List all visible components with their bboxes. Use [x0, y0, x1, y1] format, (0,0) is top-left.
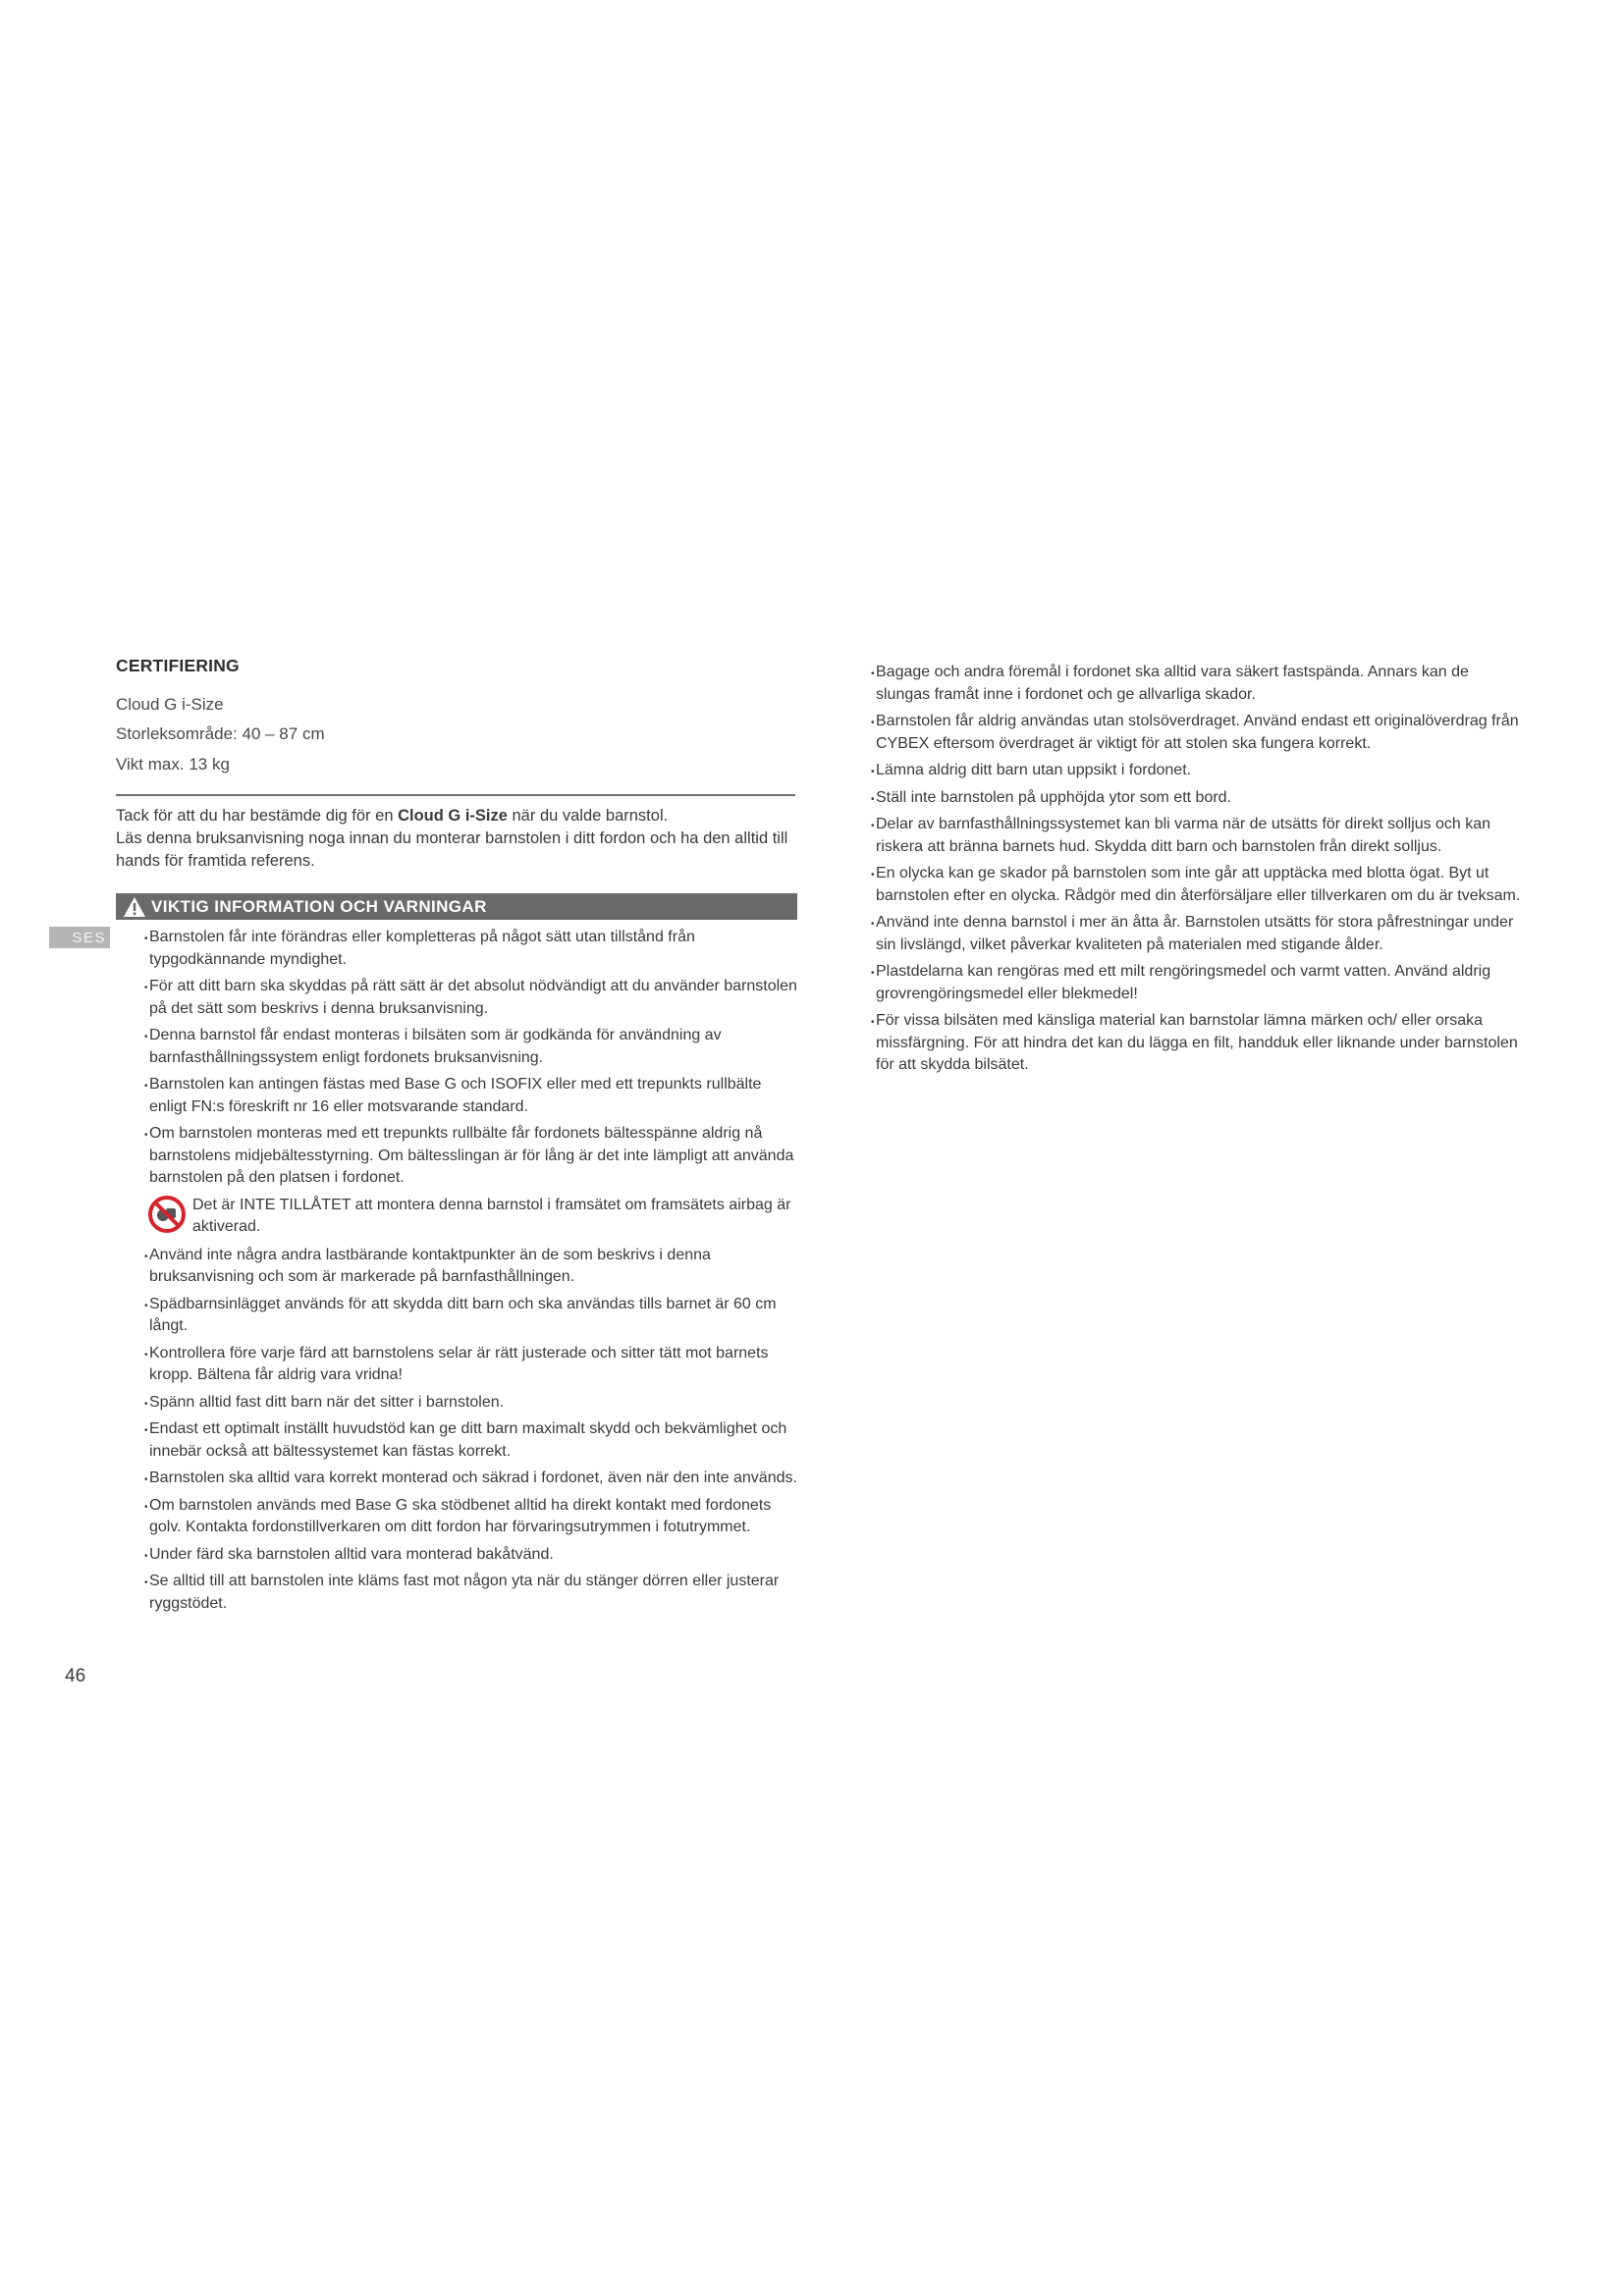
bullet-icon: •	[144, 1349, 148, 1361]
bullet-icon: •	[871, 968, 875, 979]
list-item	[144, 1571, 797, 1615]
list-item-text: Barnstolen får aldrig användas utan stolsöverdraget. Använd endast ett originalöverdrag från CYBEX eftersom överdraget är viktigt för att stolen ska fungera korrekt.	[876, 713, 1519, 752]
bullet-icon: •	[144, 983, 148, 993]
list-item-text: Barnstolen ska alltid vara korrekt monterad och säkrad i fordonet, även när den inte används.	[149, 1469, 797, 1486]
bullet-icon: •	[871, 718, 875, 728]
list-item	[144, 1025, 797, 1069]
list-item-text: För vissa bilsäten med känsliga material kan barnstolar lämna märken och/ eller orsaka missfärgning. För att hindra det kan du lägga en filt, handduk eller liknande under barnstolen för att skydda bilsätet.	[876, 1012, 1518, 1073]
list-item-text: Om barnstolen monteras med ett trepunkts rullbälte får fordonets bältesspänne aldrig nå barnstolens midjebältesstyrning. Om bältesslingan är för lång är det inte lämpligt att använda barnstolen på den platsen i fordonet.	[149, 1125, 794, 1186]
list-item-text: Ställ inte barnstolen på upphöjda ytor som ett bord.	[876, 788, 1231, 806]
bullet-icon: •	[144, 1081, 148, 1092]
left-warning-list	[144, 927, 797, 1620]
list-item-text: Se alltid till att barnstolen inte kläms fast mot någon yta när du stänger dörren eller justerar ryggstödet.	[149, 1573, 780, 1612]
list-item	[144, 1495, 797, 1539]
list-item-text: Denna barnstol får endast monteras i bilsäten som är godkända för användning av barnfasthållningssystem enligt fordonets bruksanvisning.	[149, 1027, 722, 1066]
bullet-icon: •	[871, 767, 875, 777]
list-item	[871, 760, 1524, 782]
bullet-icon: •	[144, 1251, 148, 1262]
list-item-text: Barnstolen får inte förändras eller kompletteras på något sätt utan tillstånd från typgodkännande myndighet.	[149, 929, 695, 968]
list-item-text: Använd inte denna barnstol i mer än åtta år. Barnstolen utsätts för stora påfrestningar under sin livslängd, vilket påverkar kvaliteten på materialen med stigande ålder.	[876, 914, 1514, 953]
list-item-text: Barnstolen kan antingen fästas med Base G och ISOFIX eller med ett trepunkts rullbälte enligt FN:s föreskrift nr 16 eller motsvarande standard.	[149, 1076, 762, 1115]
bullet-icon: •	[144, 1398, 148, 1410]
bullet-icon: •	[144, 1501, 148, 1513]
bullet-icon: •	[144, 1577, 148, 1588]
list-item-text: Lämna aldrig ditt barn utan uppsikt i fordonet.	[876, 762, 1192, 778]
bullet-icon: •	[144, 1130, 148, 1141]
bullet-icon: •	[144, 1300, 148, 1311]
list-item	[144, 1245, 797, 1289]
list-item-text: En olycka kan ge skador på barnstolen som inte går att upptäcka med blotta ögat. Byt ut barnstolen efter en olycka. Rådgör med din återförsäljare eller tillverkaren om du är tveksam.	[876, 865, 1521, 904]
list-item	[144, 1544, 797, 1567]
list-item-text: Plastdelarna kan rengöras med ett milt rengöringsmedel och varmt vatten. Använd aldrig grovrengöringsmedel eller blekmedel!	[876, 963, 1491, 1002]
model-name: Cloud G i-Size	[116, 695, 224, 714]
list-item	[871, 814, 1524, 858]
bullet-icon: •	[144, 934, 148, 944]
intro-post: när du valde barnstol.	[507, 807, 669, 825]
list-item-text: Spädbarnsinlägget används för att skydda ditt barn och ska användas tills barnet är 60 cm långt.	[149, 1295, 777, 1334]
list-item-text: Spänn alltid fast ditt barn när det sitter i barnstolen.	[149, 1393, 505, 1411]
list-item	[144, 1074, 797, 1118]
warning-header-bar	[116, 893, 797, 920]
bullet-icon: •	[871, 1017, 875, 1028]
list-item	[871, 1010, 1524, 1077]
airbag-warning	[149, 1195, 797, 1240]
bullet-icon: •	[144, 1550, 148, 1562]
list-item-text: Endast ett optimalt inställt huvudstöd kan ge ditt barn maximalt skydd och bekvämlighet och innebär också att bältessystemet kan fästas korrekt.	[149, 1420, 787, 1460]
warning-triangle-icon	[120, 893, 149, 920]
certification-heading: CERTIFIERING	[116, 656, 240, 675]
bullet-icon: •	[871, 870, 875, 881]
language-tab: SES	[49, 927, 110, 948]
warning-title: VIKTIG INFORMATION OCH VARNINGAR	[151, 896, 487, 916]
intro-product-name: Cloud G i-Size	[398, 807, 508, 825]
list-item	[871, 863, 1524, 907]
size-range: Storleksområde: 40 – 87 cm	[116, 724, 325, 743]
intro-pre: Tack för att du har bestämde dig för en	[116, 807, 399, 825]
right-warning-list	[871, 662, 1524, 1082]
bullet-icon: •	[144, 1032, 148, 1042]
list-item	[144, 1468, 797, 1490]
bullet-icon: •	[144, 1425, 148, 1436]
list-item	[144, 927, 797, 971]
list-item	[144, 1418, 797, 1463]
list-item	[871, 711, 1524, 755]
no-airbag-prohibition-icon	[147, 1195, 187, 1234]
list-item	[144, 1343, 797, 1387]
max-weight: Vikt max. 13 kg	[116, 755, 230, 774]
bullet-icon: •	[871, 919, 875, 930]
bullet-icon: •	[144, 1474, 148, 1485]
list-item-text: Bagage och andra föremål i fordonet ska alltid vara säkert fastspända. Annars kan de slungas framåt inne i fordonet och ge allvarliga skador.	[876, 664, 1469, 703]
list-item	[144, 1123, 797, 1190]
intro-text	[116, 805, 803, 873]
bullet-icon: •	[871, 821, 875, 831]
list-item-text: Under färd ska barnstolen alltid vara monterad bakåtvänd.	[149, 1545, 554, 1563]
page-number: 46	[65, 1666, 86, 1686]
intro-line-2: Läs denna bruksanvisning noga innan du monterar barnstolen i ditt fordon och ha den alltid till hands för framtida referens.	[116, 829, 788, 870]
list-item	[144, 1392, 797, 1415]
list-item	[871, 912, 1524, 956]
divider-line	[116, 794, 795, 796]
airbag-warning-text: Det är INTE TILLÅTET att montera denna barnstol i framsätet om framsätets airbag är aktiverad.	[192, 1196, 791, 1235]
list-item-text: Använd inte några andra lastbärande kontaktpunkter än de som beskrivs i denna bruksanvisning och som är markerade på barnfasthållningen.	[149, 1246, 711, 1285]
list-item-text: Om barnstolen används med Base G ska stödbenet alltid ha direkt kontakt med fordonets golv. Kontakta fordonstillverkaren om ditt fordon har förvaringsutrymmen i fotutrymmet.	[149, 1496, 772, 1535]
list-item	[144, 976, 797, 1020]
list-item-text: Kontrollera före varje färd att barnstolens selar är rätt justerade och sitter tätt mot barnets kropp. Bältena får aldrig vara vridna!	[149, 1344, 769, 1383]
bullet-icon: •	[871, 668, 875, 679]
list-item-text: För att ditt barn ska skyddas på rätt sätt är det absolut nödvändigt att du använder barnstolen på det sätt som beskrivs i denna bruksanvisning.	[149, 978, 797, 1017]
list-item	[871, 961, 1524, 1005]
list-item	[871, 787, 1524, 810]
bullet-icon: •	[871, 793, 875, 805]
list-item	[871, 662, 1524, 706]
list-item	[144, 1294, 797, 1338]
list-item-text: Delar av barnfasthållningssystemet kan bli varma när de utsätts för direkt solljus och kan riskera att bränna barnets hud. Skydda ditt barn och barnstolen från direkt solljus.	[876, 816, 1491, 855]
intro-line-1	[116, 805, 803, 828]
